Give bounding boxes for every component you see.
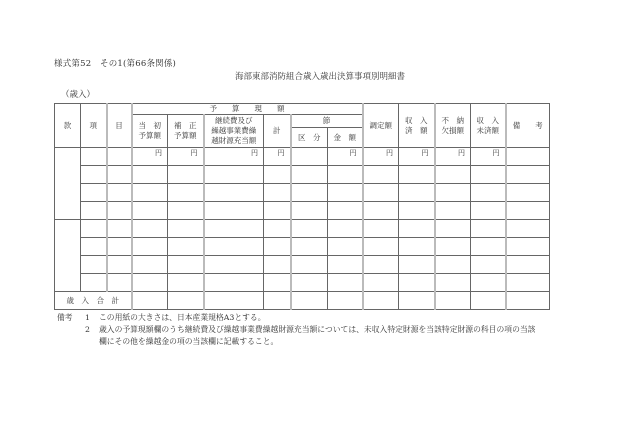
total-total[interactable] [264,292,291,310]
table-row [55,238,550,256]
total-carryover[interactable] [204,292,264,310]
cell-setsu-category[interactable] [291,148,328,166]
form-number: 様式第52 その1(第66条関係) [54,59,177,69]
header-setsu-amount: 金 額 [328,128,363,148]
header-carryover: 継続費及び 繰越事業費繰 越財源充当額 [204,115,264,148]
table-row [55,148,550,166]
cell-assessed[interactable]: 円 [363,148,399,166]
document-title: 海部東部消防組合歳入歳出決算事項別明細書 [234,72,405,82]
cell-uncollectible[interactable]: 円 [435,148,471,166]
header-received: 収 入 済 額 [399,104,435,148]
header-kan: 款 [55,104,81,148]
table-row [55,202,550,220]
header-kou: 項 [81,104,107,148]
cell-total[interactable]: 円 [264,148,291,166]
header-assessed: 調定額 [363,104,399,148]
cell-moku[interactable] [107,148,132,166]
notes [57,312,535,348]
header-uncollectible: 不 納 欠損額 [435,104,471,148]
cell-remarks[interactable] [506,148,550,166]
note-item: 備考 1 この用紙の大きさは、日本産業規格A3とする。 [57,313,266,322]
header-supplementary-budget: 補 正 予算額 [168,115,204,148]
header-outstanding: 収 入 未済額 [471,104,506,148]
header-moku: 目 [107,104,132,148]
total-initial-budget[interactable] [132,292,168,310]
table-row [55,220,550,238]
table-row [55,184,550,202]
notes-heading: 備考 [57,313,73,322]
table-row [55,256,550,274]
cell-initial-budget[interactable]: 円 [132,148,168,166]
note-item: 2 歳入の予算現額欄のうち継続費及び繰越事業費繰越財源充当額については、未収入特定財源を当該特定財源の科目の項の当該 [85,325,536,334]
total-outstanding[interactable] [471,292,506,310]
total-remarks[interactable] [506,292,550,310]
table-row [55,166,550,184]
cell-kou[interactable] [81,148,107,166]
cell-setsu-amount[interactable]: 円 [328,148,363,166]
cell-supplementary-budget[interactable]: 円 [168,148,204,166]
total-label: 歳 入 合 計 [55,292,132,310]
total-setsu-category[interactable] [291,292,328,310]
note-continuation: 欄にその他を繰越金の項の当該欄に記載すること。 [99,337,279,346]
header-setsu-category: 区 分 [291,128,328,148]
header-budget-group: 予 算 現 額 [132,104,363,115]
cell-received[interactable]: 円 [399,148,435,166]
header-setsu: 節 [291,115,363,128]
cell-kan[interactable] [55,220,81,292]
revenue-detail-table [54,103,550,310]
header-total: 計 [264,115,291,148]
section-label: （歳入） [61,90,96,100]
header-initial-budget: 当 初 予算額 [132,115,168,148]
cell-carryover[interactable]: 円 [204,148,264,166]
total-setsu-amount[interactable] [328,292,363,310]
total-received[interactable] [399,292,435,310]
total-uncollectible[interactable] [435,292,471,310]
cell-outstanding[interactable]: 円 [471,148,506,166]
table-row [55,274,550,292]
header-remarks: 備 考 [506,104,550,148]
total-assessed[interactable] [363,292,399,310]
cell-kan[interactable] [55,148,81,220]
total-row [55,292,550,310]
total-supplementary-budget[interactable] [168,292,204,310]
